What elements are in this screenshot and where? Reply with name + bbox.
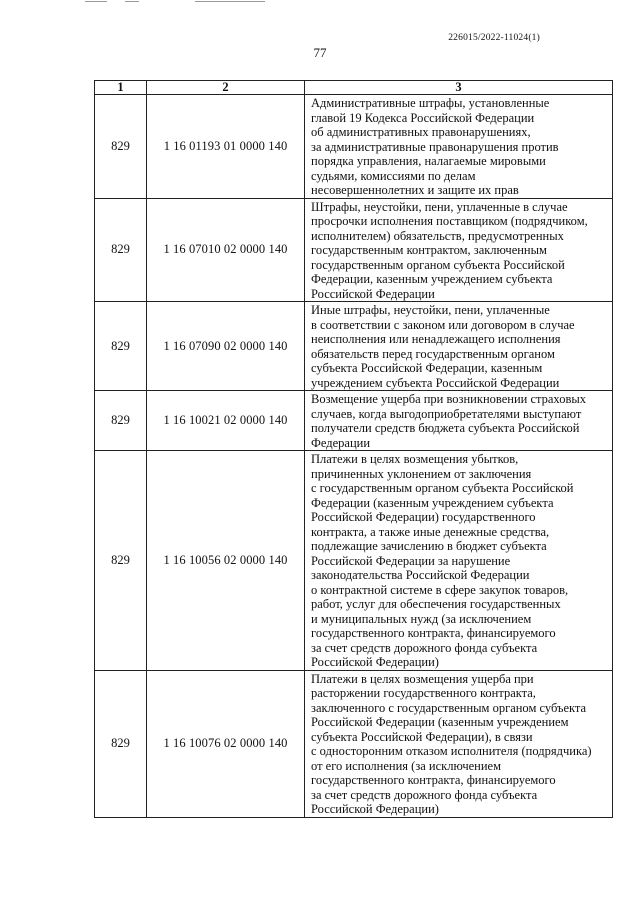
admin-code-cell: 829 bbox=[95, 391, 147, 451]
description-line: и муниципальных нужд (за исключением bbox=[311, 611, 532, 626]
description-line: несовершеннолетних и защите их прав bbox=[311, 183, 519, 197]
description-line: о контрактной системе в сфере закупок товаров, bbox=[311, 582, 569, 597]
description-line: Федерации (казенным учреждением субъекта bbox=[311, 495, 554, 510]
description-line: государственным контрактом, заключенным bbox=[311, 243, 547, 257]
description-line: Возмещение ущерба при возникновении страховых bbox=[311, 392, 586, 406]
description-line: за административные правонарушения против bbox=[311, 139, 559, 154]
budget-codes-table bbox=[94, 80, 613, 818]
description-line: контракта, а также иные денежные средства, bbox=[311, 524, 550, 539]
description-line: с государственным органом субъекта Российской bbox=[311, 481, 574, 495]
admin-code-cell: 829 bbox=[95, 302, 147, 391]
description-line: неисполнения или ненадлежащего исполнения bbox=[311, 332, 561, 346]
description-line: субъекта Российской Федерации, казенным bbox=[311, 361, 543, 375]
description-line: Российской Федерации) bbox=[311, 655, 439, 669]
description-line: просрочки исполнения поставщиком (подрядчиком, bbox=[311, 214, 588, 228]
description-line: в соответствии с законом или договором в случае bbox=[311, 317, 575, 332]
description-line: Административные штрафы, установленные bbox=[311, 96, 550, 110]
table-header-row bbox=[95, 81, 613, 95]
description-line: судьями, комиссиями по делам bbox=[311, 168, 476, 183]
description-line: Иные штрафы, неустойки, пени, уплаченные bbox=[311, 303, 550, 317]
budget-code-cell: 1 16 10076 02 0000 140 bbox=[147, 670, 305, 817]
description-line: государственного контракта, финансируемого bbox=[311, 773, 556, 787]
description-line: Российской Федерации) государственного bbox=[311, 510, 536, 524]
description-cell bbox=[305, 670, 613, 817]
description-line: исполнителем) обязательств, предусмотренных bbox=[311, 228, 564, 243]
scan-artifacts bbox=[85, 0, 285, 4]
column-header-2: 2 bbox=[147, 81, 305, 95]
description-line: расторжении государственного контракта, bbox=[311, 686, 536, 700]
column-header-3: 3 bbox=[305, 81, 613, 95]
description-line: работ, услуг для обеспечения государственных bbox=[311, 597, 561, 611]
description-line: порядка управления, налагаемые мировыми bbox=[311, 154, 546, 168]
description-cell bbox=[305, 302, 613, 391]
budget-code-cell: 1 16 07010 02 0000 140 bbox=[147, 198, 305, 302]
description-line: Платежи в целях возмещения убытков, bbox=[311, 452, 519, 466]
description-line: Федерации, казенным учреждением субъекта bbox=[311, 272, 553, 286]
table-row bbox=[95, 391, 613, 451]
table-row bbox=[95, 451, 613, 671]
description-line: Платежи в целях возмещения ущерба при bbox=[311, 671, 534, 686]
description-line: случаев, когда выгодоприобретателями выступают bbox=[311, 406, 582, 421]
budget-code-cell: 1 16 10021 02 0000 140 bbox=[147, 391, 305, 451]
description-line: законодательства Российской Федерации bbox=[311, 568, 530, 582]
description-cell bbox=[305, 391, 613, 451]
description-line: Штрафы, неустойки, пени, уплаченные в случае bbox=[311, 199, 568, 214]
table-row bbox=[95, 302, 613, 391]
description-line: Российской Федерации bbox=[311, 286, 435, 301]
admin-code-cell: 829 bbox=[95, 198, 147, 302]
description-line: заключенного с государственным органом субъекта bbox=[311, 700, 587, 715]
description-line: об административных правонарушениях, bbox=[311, 125, 531, 139]
description-line: причиненных уклонением от заключения bbox=[311, 466, 532, 481]
budget-code-cell: 1 16 01193 01 0000 140 bbox=[147, 95, 305, 199]
table-row bbox=[95, 198, 613, 302]
description-line: субъекта Российской Федерации), в связи bbox=[311, 729, 533, 744]
description-cell bbox=[305, 95, 613, 199]
description-cell bbox=[305, 198, 613, 302]
description-line: подлежащие зачислению в бюджет субъекта bbox=[311, 539, 547, 553]
page-number: 77 bbox=[313, 45, 327, 60]
budget-code-cell: 1 16 10056 02 0000 140 bbox=[147, 451, 305, 671]
description-line: государственным органом субъекта Российской bbox=[311, 257, 565, 272]
description-line: Российской Федерации) bbox=[311, 802, 439, 816]
description-line: учреждением субъекта Российской Федерации bbox=[311, 375, 560, 390]
column-header-1: 1 bbox=[95, 81, 147, 95]
description-line: главой 19 Кодекса Российской Федерации bbox=[311, 110, 535, 125]
document-id: 226015/2022-11024(1) bbox=[448, 33, 540, 43]
description-line: за счет средств дорожного фонда субъекта bbox=[311, 787, 538, 802]
description-line: Российской Федерации (казенным учреждением bbox=[311, 715, 569, 729]
budget-code-cell: 1 16 07090 02 0000 140 bbox=[147, 302, 305, 391]
description-line: за счет средств дорожного фонда субъекта bbox=[311, 640, 538, 655]
description-line: от его исполнения (за исключением bbox=[311, 758, 502, 773]
table-row bbox=[95, 670, 613, 817]
admin-code-cell: 829 bbox=[95, 451, 147, 671]
admin-code-cell: 829 bbox=[95, 670, 147, 817]
description-line: обязательств перед государственным органом bbox=[311, 346, 555, 361]
admin-code-cell: 829 bbox=[95, 95, 147, 199]
description-line: получатели средств бюджета субъекта Российской bbox=[311, 421, 580, 435]
description-line: государственного контракта, финансируемого bbox=[311, 626, 556, 640]
description-line: с односторонним отказом исполнителя (подрядчика) bbox=[311, 744, 592, 758]
description-cell bbox=[305, 451, 613, 671]
description-line: Федерации bbox=[311, 435, 371, 450]
table-row bbox=[95, 95, 613, 199]
description-line: Российской Федерации за нарушение bbox=[311, 553, 511, 568]
